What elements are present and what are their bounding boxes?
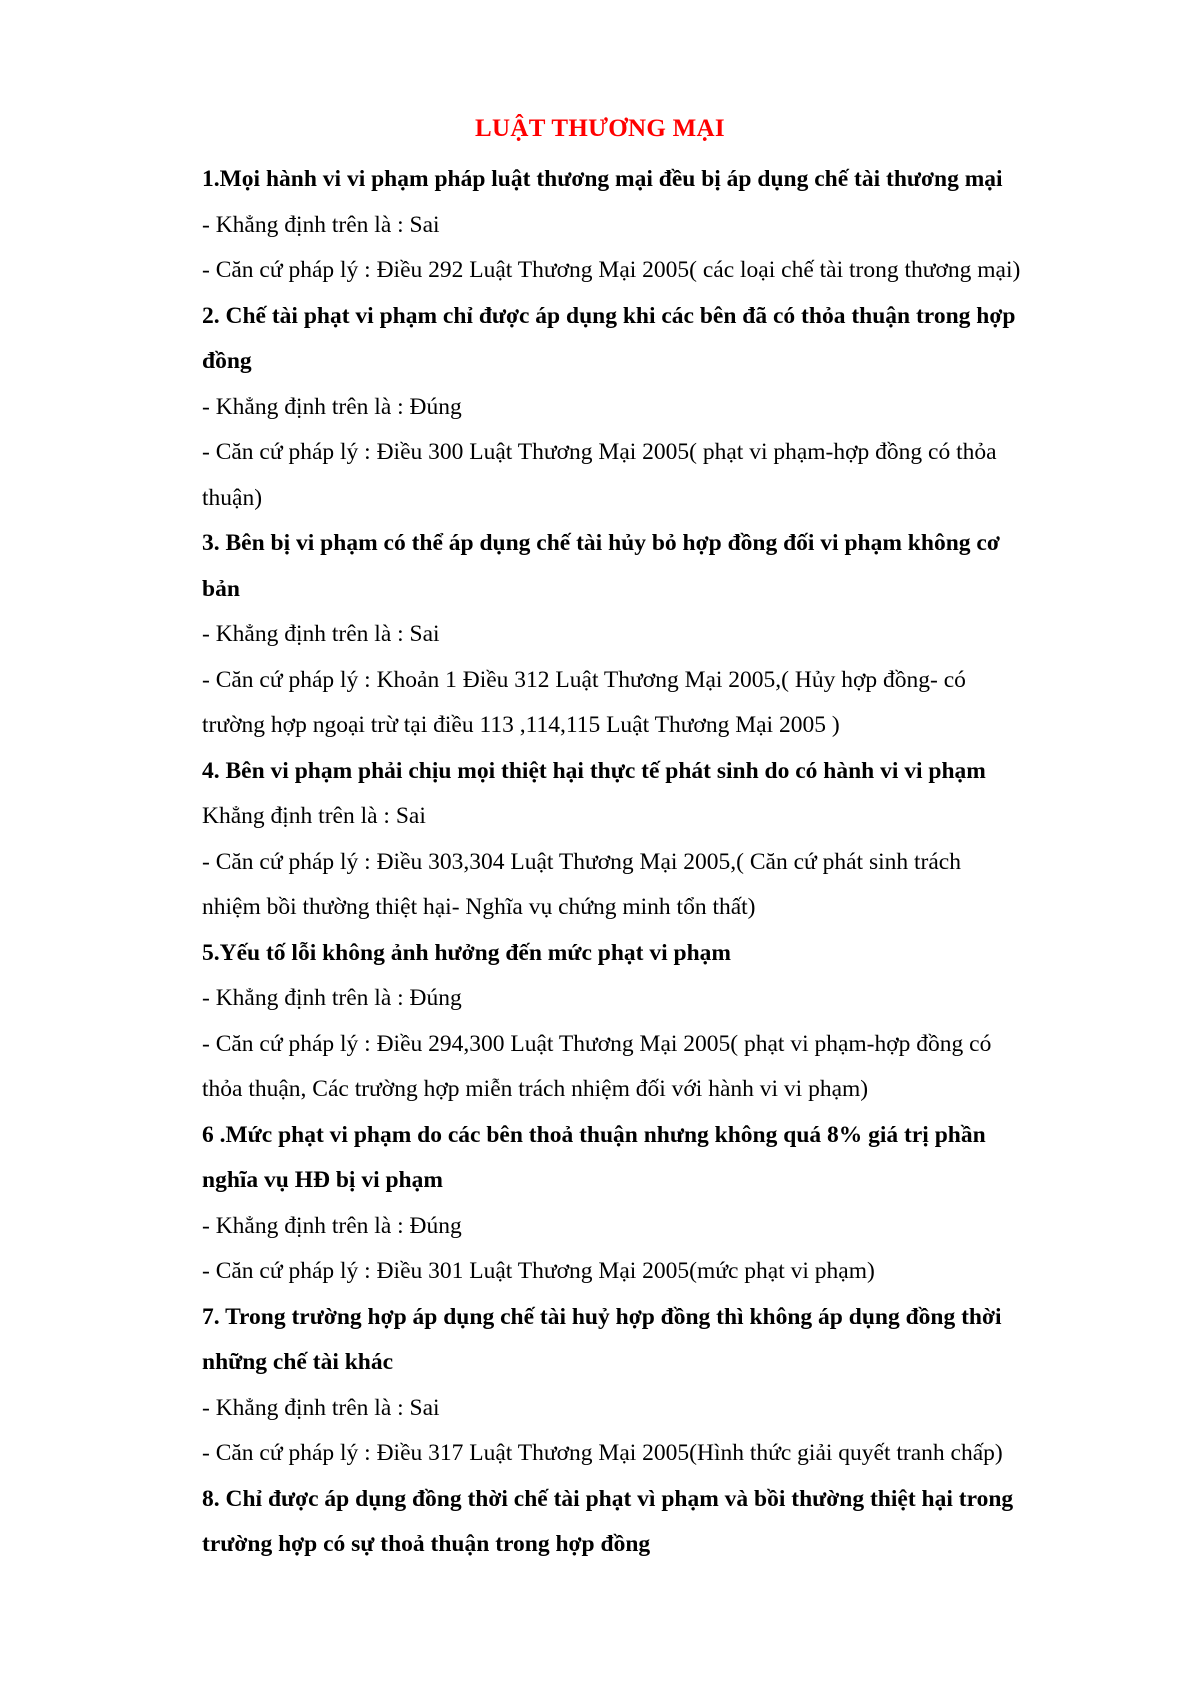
question-line: 2. Chế tài phạt vi phạm chỉ được áp dụng khi các bên đã có thỏa thuận trong hợp bbox=[202, 302, 1016, 329]
answer-line: - Khẳng định trên là : Đúng bbox=[202, 1212, 462, 1239]
question-line: 1.Mọi hành vi vi phạm pháp luật thương mại đều bị áp dụng chế tài thương mại bbox=[202, 166, 1003, 192]
legal-basis-line: - Căn cứ pháp lý : Khoản 1 Điều 312 Luật Thương Mại 2005,( Hủy hợp đồng- có bbox=[202, 666, 966, 693]
document-body bbox=[202, 157, 1127, 1568]
document-title: LUẬT THƯƠNG MẠI bbox=[475, 115, 725, 142]
question-line: trường hợp có sự thoả thuận trong hợp đồng bbox=[202, 1531, 651, 1557]
question-line: 7. Trong trường hợp áp dụng chế tài huỷ hợp đồng thì không áp dụng đồng thời bbox=[202, 1303, 1002, 1330]
answer-line: - Khẳng định trên là : Sai bbox=[202, 211, 440, 238]
legal-basis-line: thỏa thuận, Các trường hợp miễn trách nhiệm đối với hành vi vi phạm) bbox=[202, 1076, 869, 1102]
question-line: 5.Yếu tố lỗi không ảnh hưởng đến mức phạt vi phạm bbox=[202, 939, 731, 966]
question-line: nghĩa vụ HĐ bị vi phạm bbox=[202, 1167, 443, 1193]
legal-basis-line: - Căn cứ pháp lý : Điều 301 Luật Thương Mại 2005(mức phạt vi phạm) bbox=[202, 1258, 875, 1284]
question-line: bản bbox=[202, 575, 240, 602]
legal-basis-line: thuận) bbox=[202, 484, 263, 511]
legal-basis-line: - Căn cứ pháp lý : Điều 294,300 Luật Thương Mại 2005( phạt vi phạm-hợp đồng có bbox=[202, 1030, 992, 1057]
question-line: 4. Bên vi phạm phải chịu mọi thiệt hại thực tế phát sinh do có hành vi vi phạm bbox=[202, 757, 986, 784]
legal-basis-line: - Căn cứ pháp lý : Điều 303,304 Luật Thương Mại 2005,( Căn cứ phát sinh trách bbox=[202, 848, 961, 875]
answer-line: - Khẳng định trên là : Đúng bbox=[202, 393, 462, 420]
answer-line: - Khẳng định trên là : Đúng bbox=[202, 985, 462, 1011]
question-line: 8. Chỉ được áp dụng đồng thời chế tài phạt vì phạm và bồi thường thiệt hại trong bbox=[202, 1485, 1014, 1512]
legal-basis-line: - Căn cứ pháp lý : Điều 317 Luật Thương Mại 2005(Hình thức giải quyết tranh chấp) bbox=[202, 1440, 1003, 1466]
question-line: đồng bbox=[202, 348, 252, 374]
answer-line: Khẳng định trên là : Sai bbox=[202, 803, 426, 829]
answer-line: - Khẳng định trên là : Sai bbox=[202, 1394, 440, 1421]
answer-line: - Khẳng định trên là : Sai bbox=[202, 621, 440, 647]
legal-basis-line: - Căn cứ pháp lý : Điều 300 Luật Thương Mại 2005( phạt vi phạm-hợp đồng có thỏa bbox=[202, 439, 997, 465]
question-line: những chế tài khác bbox=[202, 1349, 394, 1375]
question-line: 6 .Mức phạt vi phạm do các bên thoả thuận nhưng không quá 8% giá trị phần bbox=[202, 1121, 986, 1148]
legal-basis-line: - Căn cứ pháp lý : Điều 292 Luật Thương Mại 2005( các loại chế tài trong thương mại) bbox=[202, 257, 1021, 283]
question-line: 3. Bên bị vi phạm có thể áp dụng chế tài hủy bỏ hợp đồng đối vi phạm không cơ bbox=[202, 530, 1000, 556]
legal-basis-line: nhiệm bồi thường thiệt hại- Nghĩa vụ chứng minh tổn thất) bbox=[202, 894, 756, 920]
legal-basis-line: trường hợp ngoại trừ tại điều 113 ,114,115 Luật Thương Mại 2005 ) bbox=[202, 712, 840, 738]
